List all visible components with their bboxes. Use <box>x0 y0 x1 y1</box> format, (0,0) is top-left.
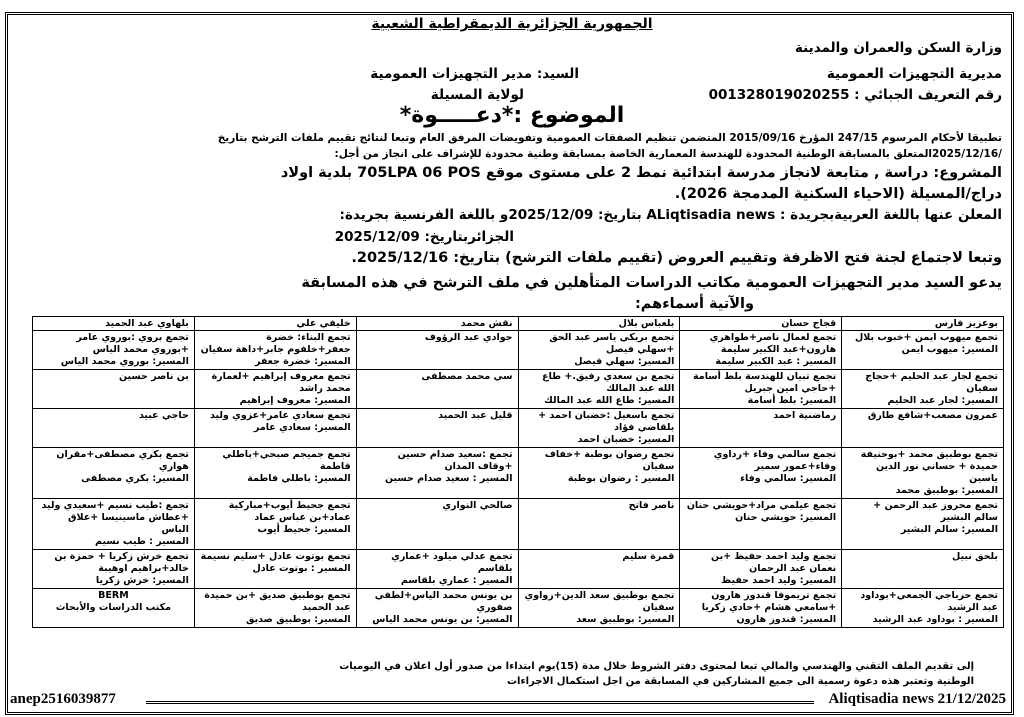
table-cell: تجمع خرش زكريا + حمزة بن خالد+براهيم اوهيبة المسير: خرش زكريا <box>33 550 195 589</box>
footer-divider <box>146 701 814 704</box>
table-cell: تجمع جحيط أيوب+مباركية عماد+بن عباس عماد المسير: جحيط أيوب <box>194 499 356 550</box>
table-cell: تجمع تبيان للهندسة بلط أسامة +حاجي امين جبريل المسير: بلط أسامة <box>680 370 842 409</box>
table-cell: تجمع جميجم صبحي+باطلي فاطمة المسير: باطلي فاطمة <box>194 448 356 499</box>
table-cell: تجمع حرباجي الجمعي+بوداود عبد الرشيد المسير : بوداود عبد الرشيد <box>842 589 1004 628</box>
table-row <box>33 448 1004 499</box>
table-row <box>33 409 1004 448</box>
tax-id: رقم التعريف الجبائي : 001328019020255 <box>708 87 1002 103</box>
table-cell: صالحي النواري <box>356 499 518 550</box>
table-cell: بلحق نبيل <box>842 550 1004 589</box>
footer <box>6 691 1014 709</box>
table-cell: BERM مكتب الدراسات والأبحاث <box>33 589 195 628</box>
table-cell: تجمع البناء: خضرة جعفر+خلفوم جابر+داهة سفيان المسير: خضرة جعفر <box>194 331 356 370</box>
table-row <box>33 370 1004 409</box>
candidates-table <box>32 316 1004 628</box>
table-cell: قمرة سليم <box>518 550 680 589</box>
table-cell: ناصر فاتح <box>518 499 680 550</box>
table-cell: تجمع باسعيل :خضبان احمد + بلقاضي فؤاد المسير: خضبان احمد <box>518 409 680 448</box>
table-cell: تجمع بوتوت عادل +سليم نسيمة المسير : بوتوت عادل <box>194 550 356 589</box>
closing-line1: إلى تقديم الملف التقني والهندسي والمالي تبعا لمحتوى دفتر الشروط خلال مدة (15)يوم ابتداءا من صدور أول اعلان في اليوميات <box>339 661 974 672</box>
footer-ref: anep2516039877 <box>10 691 116 707</box>
table-cell: تجمع عدلي ميلود +عماري بلقاسم المسير : عماري بلقاسم <box>356 550 518 589</box>
directorate: مديرية التجهيزات العمومية <box>826 66 1002 82</box>
column-header: خليفي علي <box>194 317 356 331</box>
table-cell: تجمع لجار عبد الحليم +حجاج سفيان المسير: لجار عبد الحليم <box>842 370 1004 409</box>
algerie-date: الجزائربتاريخ: 2025/12/09 <box>334 229 514 245</box>
ministry: وزارة السكن والعمران والمدينة <box>794 40 1002 56</box>
table-cell: حاجي عبيد <box>33 409 195 448</box>
table-cell: تجمع رضوان بوطبة +خفاف سفيان المسير : رضوان بوطبة <box>518 448 680 499</box>
project-line2: دراج/المسيلة (الاحياء السكنية المدمجة 2026). <box>674 186 1002 202</box>
table-cell: قليل عبد الحميد <box>356 409 518 448</box>
table-cell: رماضنية احمد <box>680 409 842 448</box>
table-cell: تجمع بن سعدي رفيق.+ طاع الله عبد المالك المسير: طاع الله عبد المالك <box>518 370 680 409</box>
project-line1: المشروع: دراسة , متابعة لانجاز مدرسة ابتدائية نمط 2 على مستوى موقع 705LPA 06 POS بلدية اولاد <box>280 165 1002 181</box>
table-cell: تجمع بوطبيق محمد +بوحنيفة حميدة + حساني نور الدين ياسين المسير: بوطبيق محمد <box>842 448 1004 499</box>
table-header-row <box>33 317 1004 331</box>
table-cell: عمرون مصعب+شافع طارق <box>842 409 1004 448</box>
table-cell: تجمع محروز عبد الرحمن + سالم البشير المسير: سالم البشير <box>842 499 1004 550</box>
table-cell: تجمع لعمال ناصر+طواهري هارون+عبد الكبير سليمة المسير : عبد الكبير سليمة <box>680 331 842 370</box>
invite-line: يدعو السيد مدير التجهيزات العمومية مكاتب الدراسات المتأهلين في ملف الترشح في هذه المسابقة <box>301 275 1002 291</box>
document-title: الجمهورية الجزائرية الديمقراطية الشعبية <box>371 16 653 32</box>
table-cell: تجمع وليد احمد حفيظ +بن نعمان عبد الرحمان المسير: وليد احمد حفيظ <box>680 550 842 589</box>
table-cell: تجمع ميهوب ايمن +خبوب بلال المسير: ميهوب ايمن <box>842 331 1004 370</box>
table-cell: تجمع بكري مصطفى+مقران هواري المسير: بكري مصطفى <box>33 448 195 499</box>
table-cell: تجمع بروي :بوروي عامر +بوروي محمد الياس المسير: بوروي محمد الياس <box>33 331 195 370</box>
column-header: بلهاوي عبد الحميد <box>33 317 195 331</box>
table-cell: تجمع عيلمي مراد+حويشي حنان المسير: حويشي حنان <box>680 499 842 550</box>
names-intro: والآتية أسماءهم: <box>634 296 754 312</box>
subject: الموضوع :*دعـــــوة* <box>399 103 625 128</box>
table-row <box>33 589 1004 628</box>
table-row <box>33 550 1004 589</box>
table-cell: تجمع :طيب نسيم +سعيدي وليد +عطاش ماسينيسا +علاق الياس المسير : طيب نسيم <box>33 499 195 550</box>
table-row <box>33 499 1004 550</box>
addressee: السيد: مدير التجهيزات العمومية <box>370 66 579 82</box>
table-cell: بن يونس محمد الياس+لطفي صفوري المسير: بن يونس محمد الياس <box>356 589 518 628</box>
table-cell: تجمع بوطبيق صديق +بن حميدة عبد الحميد المسير: بوطبيق صديق <box>194 589 356 628</box>
table-cell: جوادي عبد الرؤوف <box>356 331 518 370</box>
table-cell: تجمع :سعيد صدام حسين +وقاف المدان المسير : سعيد صدام حسين <box>356 448 518 499</box>
column-header: بلعباس بلال <box>518 317 680 331</box>
table-cell: تجمع سعادي عامر+عزوي وليد المسير: سعادي عامر <box>194 409 356 448</box>
table-cell: تجمع تريموفا قندوز هارون +سامعي هشام +حادي زكريا المسير: قندوز هارون <box>680 589 842 628</box>
column-header: بوعزيز فارس <box>842 317 1004 331</box>
para1-line1: تطبيقا لأحكام المرسوم 247/15 المؤرخ 2015/09/16 المتضمن تنظيم الصفقات العمومية وتفويضات المرفق العام وتبعا لنتائج تقييم ملفات الترشح بتاريخ <box>217 132 1002 144</box>
wilaya: لولاية المسيلة <box>430 87 524 103</box>
meeting-line: وتبعا لاجتماع لجنة فتح الاظرفة وتقييم العروض (تقييم ملفات الترشح) بتاريخ: 2025/12/16. <box>351 250 1002 266</box>
table-cell: تجمع بريكي ياسر عبد الحق +سهلي فيصل المسير: سهلي فيصل <box>518 331 680 370</box>
table-row <box>33 331 1004 370</box>
table-cell: بن ناصر حسين <box>33 370 195 409</box>
footer-source: Aliqtisadia news 21/12/2025 <box>828 691 1006 707</box>
closing-line2: الوطنية وتعتبر هذه دعوة رسمية الى جميع المشاركين في المسابقة من اجل استكمال الاجراءات <box>506 676 974 687</box>
table-cell: سي محمد مصطفى <box>356 370 518 409</box>
para1-line2: /2025/12/16المتعلق بالمسابقة الوطنية المحدودة للهندسة المعمارية الخاصة بمسابقة وطنية محدودة للإشراف على انجاز من أجل: <box>334 148 1002 160</box>
column-header: قجاج حسان <box>680 317 842 331</box>
table-cell: تجمع سالمي وفاء +رداوي وفاء+عمور سمير المسير: سالمي وفاء <box>680 448 842 499</box>
table-cell: تجمع معروف إبراهيم +لعمارة محمد راشد المسير: معروف إبراهيم <box>194 370 356 409</box>
announced: المعلن عنها باللغة العربيةبجريدة : ALiqtisadia news بتاريخ: 2025/12/09و باللغة الفرنسية بجريدة: <box>339 207 1002 223</box>
table-cell: تجمع بوطبيق سعد الدين+زواوي سفيان المسير: بوطبيق سعد <box>518 589 680 628</box>
column-header: نقش محمد <box>356 317 518 331</box>
